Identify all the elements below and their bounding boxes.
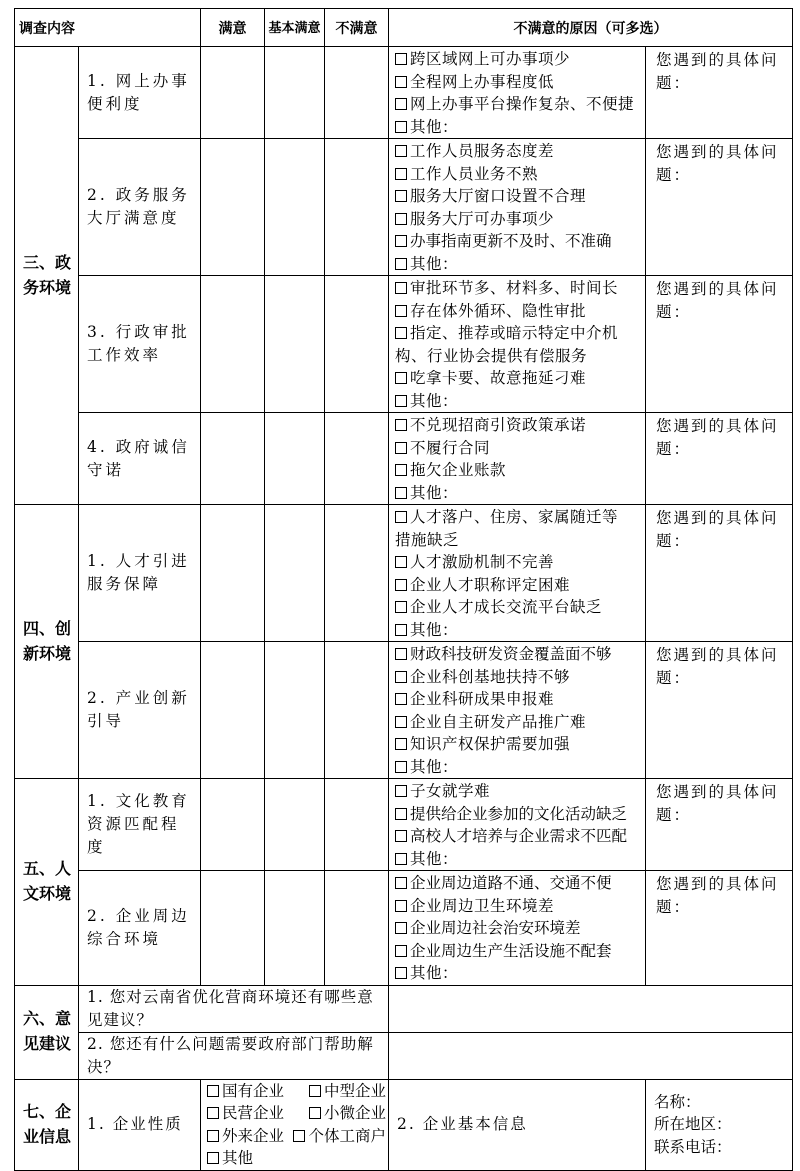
header-satisfied: 满意: [201, 9, 265, 47]
survey-table: [14, 8, 793, 1171]
reason-option[interactable]: 办事指南更新不及时、不准确: [395, 230, 643, 253]
nature-option[interactable]: 中型企业: [309, 1080, 386, 1103]
dissatisfied-cell[interactable]: [325, 276, 389, 413]
checkbox-icon[interactable]: [395, 121, 407, 133]
reason-option[interactable]: 其他：: [395, 390, 643, 413]
checkbox-icon[interactable]: [395, 624, 407, 636]
satisfied-cell[interactable]: [201, 276, 265, 413]
nature-option[interactable]: 外来企业: [207, 1125, 293, 1148]
satisfied-cell[interactable]: [201, 139, 265, 276]
section-title: 六、意见建议: [15, 985, 79, 1079]
reason-option[interactable]: 其他：: [395, 619, 643, 642]
company-region-field[interactable]: 所在地区：: [654, 1115, 732, 1134]
section-title: 五、人文环境: [15, 779, 79, 986]
basically-satisfied-cell[interactable]: [265, 413, 325, 505]
reason-option[interactable]: 不兑现招商引资政策承诺: [395, 414, 643, 437]
suggestion-answer-field[interactable]: [389, 985, 793, 1032]
item-label: 3. 行政审批工作效率: [79, 276, 201, 413]
company-phone-field[interactable]: 联系电话：: [654, 1137, 732, 1156]
section-title: 四、创新环境: [15, 505, 79, 779]
reason-option[interactable]: 审批环节多、材料多、时间长: [395, 277, 643, 300]
basically-satisfied-cell[interactable]: [265, 642, 325, 779]
checkbox-icon[interactable]: [395, 877, 407, 889]
dissatisfied-cell[interactable]: [325, 47, 389, 139]
header-dissatisfied: 不满意: [325, 9, 389, 47]
table-row: [15, 47, 793, 139]
reason-option[interactable]: 高校人才培养与企业需求不匹配: [395, 825, 643, 848]
company-nature-options: [201, 1079, 389, 1170]
nature-option[interactable]: 个体工商户: [293, 1125, 386, 1148]
checkbox-icon[interactable]: [395, 145, 407, 157]
reason-options: [389, 871, 646, 986]
checkbox-icon[interactable]: [395, 395, 407, 407]
checkbox-icon[interactable]: [395, 693, 407, 705]
checkbox-icon[interactable]: [395, 190, 407, 202]
reason-option[interactable]: 其他：: [395, 116, 643, 139]
reason-option[interactable]: 企业人才成长交流平台缺乏: [395, 596, 643, 619]
item-label: 2. 政务服务大厅满意度: [79, 139, 201, 276]
checkbox-icon[interactable]: [395, 98, 407, 110]
satisfied-cell[interactable]: [201, 413, 265, 505]
checkbox-icon[interactable]: [395, 922, 407, 934]
dissatisfied-cell[interactable]: [325, 642, 389, 779]
checkbox-icon[interactable]: [395, 327, 407, 339]
checkbox-icon[interactable]: [207, 1152, 219, 1164]
company-nature-label: 1. 企业性质: [79, 1079, 201, 1170]
satisfied-cell[interactable]: [201, 642, 265, 779]
company-info-fields: [646, 1079, 793, 1170]
reason-option[interactable]: 网上办事平台操作复杂、不便捷: [395, 93, 643, 116]
satisfied-cell[interactable]: [201, 47, 265, 139]
item-label: 1. 文化教育资源匹配程度: [79, 779, 201, 871]
item-label: 4. 政府诚信守诺: [79, 413, 201, 505]
reason-options: [389, 779, 646, 871]
header-row: [15, 9, 793, 47]
checkbox-icon[interactable]: [395, 601, 407, 613]
reason-options: [389, 505, 646, 642]
reason-option[interactable]: 企业人才职称评定困难: [395, 574, 643, 597]
satisfied-cell[interactable]: [201, 779, 265, 871]
reason-option[interactable]: 人才激励机制不完善: [395, 551, 643, 574]
table-row: [15, 871, 793, 986]
reason-option[interactable]: 人才落户、住房、家属随迁等措施缺乏: [395, 508, 619, 549]
section-title: 七、企业信息: [15, 1079, 79, 1170]
reason-option[interactable]: 其他：: [395, 482, 643, 505]
table-row: [15, 779, 793, 871]
checkbox-icon[interactable]: [309, 1085, 321, 1097]
header-survey-content: 调查内容: [15, 9, 201, 47]
checkbox-icon[interactable]: [395, 556, 407, 568]
reason-option[interactable]: 知识产权保护需要加强: [395, 733, 643, 756]
reason-option[interactable]: 全程网上办事程度低: [395, 71, 643, 94]
checkbox-icon[interactable]: [395, 900, 407, 912]
nature-option[interactable]: 国有企业: [207, 1080, 309, 1103]
reason-option[interactable]: 子女就学难: [395, 780, 643, 803]
checkbox-icon[interactable]: [395, 282, 407, 294]
reason-option[interactable]: 不履行合同: [395, 437, 643, 460]
dissatisfied-cell[interactable]: [325, 871, 389, 986]
header-reasons: 不满意的原因（可多选）: [389, 9, 793, 47]
item-label: 1. 人才引进服务保障: [79, 505, 201, 642]
basically-satisfied-cell[interactable]: [265, 779, 325, 871]
checkbox-icon[interactable]: [207, 1085, 219, 1097]
reason-option[interactable]: 其他：: [395, 848, 643, 871]
reason-option[interactable]: 企业周边卫生环境差: [395, 895, 643, 918]
reason-options: [389, 139, 646, 276]
checkbox-icon[interactable]: [395, 53, 407, 65]
reason-option[interactable]: 存在体外循环、隐性审批: [395, 300, 643, 323]
company-basic-info-label: 2. 企业基本信息: [389, 1079, 646, 1170]
reason-option[interactable]: 企业自主研发产品推广难: [395, 711, 643, 734]
checkbox-icon[interactable]: [395, 168, 407, 180]
checkbox-icon[interactable]: [395, 671, 407, 683]
basically-satisfied-cell[interactable]: [265, 139, 325, 276]
basically-satisfied-cell[interactable]: [265, 276, 325, 413]
checkbox-icon[interactable]: [395, 579, 407, 591]
reason-option[interactable]: 工作人员服务态度差: [395, 140, 643, 163]
reason-options: [389, 413, 646, 505]
checkbox-icon[interactable]: [395, 808, 407, 820]
nature-option[interactable]: 民营企业: [207, 1102, 309, 1125]
checkbox-icon[interactable]: [207, 1107, 219, 1119]
section-title: 三、政务环境: [15, 47, 79, 505]
basically-satisfied-cell[interactable]: [265, 505, 325, 642]
help-answer-field[interactable]: [389, 1032, 793, 1079]
table-row: [15, 505, 793, 642]
basically-satisfied-cell[interactable]: [265, 871, 325, 986]
basically-satisfied-cell[interactable]: [265, 47, 325, 139]
checkbox-icon[interactable]: [395, 213, 407, 225]
reason-options: [389, 642, 646, 779]
satisfied-cell[interactable]: [201, 505, 265, 642]
dissatisfied-cell[interactable]: [325, 779, 389, 871]
checkbox-icon[interactable]: [207, 1130, 219, 1142]
problem-field[interactable]: 您遇到的具体问题：: [646, 505, 793, 642]
table-row: [15, 1079, 793, 1170]
reason-option[interactable]: 企业周边社会治安环境差: [395, 917, 643, 940]
reason-option[interactable]: 吃拿卡要、故意拖延刁难: [395, 367, 643, 390]
suggestion-question: 1. 您对云南省优化营商环境还有哪些意见建议？: [79, 985, 389, 1032]
reason-option[interactable]: 提供给企业参加的文化活动缺乏: [395, 803, 643, 826]
reason-options: [389, 47, 646, 139]
reason-option[interactable]: 企业科创基地扶持不够: [395, 666, 643, 689]
checkbox-icon[interactable]: [395, 945, 407, 957]
checkbox-icon[interactable]: [395, 738, 407, 750]
company-name-field[interactable]: 名称：: [654, 1092, 701, 1111]
item-label: 2. 企业周边综合环境: [79, 871, 201, 986]
checkbox-icon[interactable]: [395, 967, 407, 979]
dissatisfied-cell[interactable]: [325, 413, 389, 505]
checkbox-icon[interactable]: [395, 785, 407, 797]
reason-options: [389, 276, 646, 413]
reason-option[interactable]: 其他：: [395, 756, 643, 779]
problem-field[interactable]: 您遇到的具体问题：: [646, 139, 793, 276]
table-row: [15, 276, 793, 413]
checkbox-icon[interactable]: [395, 716, 407, 728]
reason-option[interactable]: 企业周边道路不通、交通不便: [395, 872, 643, 895]
problem-field[interactable]: 您遇到的具体问题：: [646, 642, 793, 779]
table-row: [15, 413, 793, 505]
nature-option[interactable]: 小微企业: [309, 1102, 386, 1125]
reason-option[interactable]: 工作人员业务不熟: [395, 163, 643, 186]
checkbox-icon[interactable]: [395, 305, 407, 317]
problem-field[interactable]: 您遇到的具体问题：: [646, 779, 793, 871]
checkbox-icon[interactable]: [395, 487, 407, 499]
reason-option[interactable]: 财政科技研发资金覆盖面不够: [395, 643, 643, 666]
reason-option[interactable]: 指定、推荐或暗示特定中介机构、行业协会提供有偿服务: [395, 324, 619, 365]
dissatisfied-cell[interactable]: [325, 505, 389, 642]
reason-option[interactable]: 跨区域网上可办事项少: [395, 48, 643, 71]
reason-option[interactable]: 拖欠企业账款: [395, 459, 643, 482]
checkbox-icon[interactable]: [395, 830, 407, 842]
checkbox-icon[interactable]: [309, 1107, 321, 1119]
dissatisfied-cell[interactable]: [325, 139, 389, 276]
checkbox-icon[interactable]: [395, 761, 407, 773]
problem-field[interactable]: 您遇到的具体问题：: [646, 276, 793, 413]
checkbox-icon[interactable]: [395, 419, 407, 431]
checkbox-icon[interactable]: [395, 235, 407, 247]
checkbox-icon[interactable]: [395, 76, 407, 88]
item-label: 1. 网上办事便利度: [79, 47, 201, 139]
table-row: [15, 642, 793, 779]
satisfied-cell[interactable]: [201, 871, 265, 986]
nature-option[interactable]: 其他: [207, 1147, 323, 1170]
reason-option[interactable]: 服务大厅可办事项少: [395, 208, 643, 231]
header-basically-satisfied: 基本满意: [265, 9, 325, 47]
table-row: [15, 139, 793, 276]
item-label: 2. 产业创新引导: [79, 642, 201, 779]
checkbox-icon[interactable]: [395, 258, 407, 270]
reason-option[interactable]: 服务大厅窗口设置不合理: [395, 185, 643, 208]
problem-field[interactable]: 您遇到的具体问题：: [646, 413, 793, 505]
reason-option[interactable]: 其他：: [395, 253, 643, 276]
checkbox-icon[interactable]: [395, 648, 407, 660]
table-row: [15, 985, 793, 1032]
reason-option[interactable]: 其他：: [395, 962, 643, 985]
problem-field[interactable]: 您遇到的具体问题：: [646, 871, 793, 986]
checkbox-icon[interactable]: [395, 464, 407, 476]
checkbox-icon[interactable]: [395, 853, 407, 865]
checkbox-icon[interactable]: [293, 1130, 305, 1142]
help-question: 2. 您还有什么问题需要政府部门帮助解决？: [79, 1032, 389, 1079]
reason-option[interactable]: 企业周边生产生活设施不配套: [395, 940, 643, 963]
checkbox-icon[interactable]: [395, 442, 407, 454]
reason-option[interactable]: 企业科研成果申报难: [395, 688, 643, 711]
checkbox-icon[interactable]: [395, 372, 407, 384]
problem-field[interactable]: 您遇到的具体问题：: [646, 47, 793, 139]
table-row: [15, 1032, 793, 1079]
checkbox-icon[interactable]: [395, 511, 407, 523]
